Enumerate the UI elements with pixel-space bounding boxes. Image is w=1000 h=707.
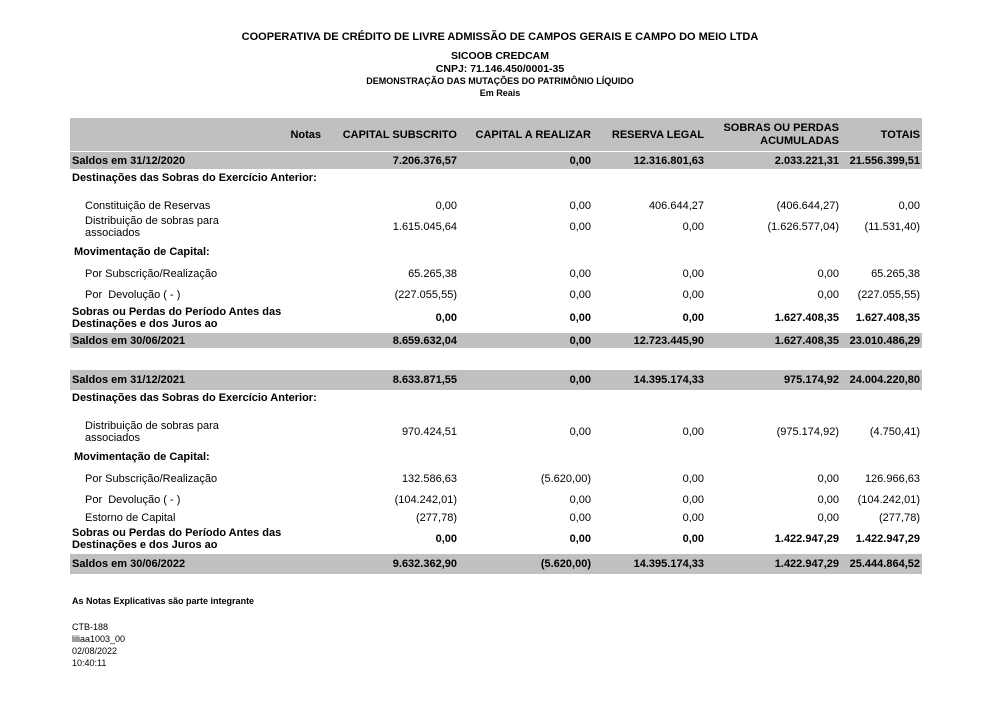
table-header (70, 118, 922, 151)
table-row (70, 333, 922, 348)
col-totais: TOTAIS (880, 128, 920, 141)
row-label: Saldos em 30/06/2021 (72, 334, 186, 347)
row-label: Estorno de Capital (85, 512, 176, 524)
cell-totais: 21.556.399,51 (849, 154, 920, 167)
cell-sobras-perdas: 975.174,92 (783, 374, 839, 386)
cell-capital-realizar: (5.620,00) (540, 558, 591, 570)
cell-capital-realizar: 0,00 (569, 267, 591, 280)
table-row (70, 370, 922, 390)
cell-totais: 1.627.408,35 (855, 312, 920, 324)
row-label: Destinações das Sobras do Exercício Anterior: (72, 392, 317, 404)
row-label: Destinações das Sobras do Exercício Anterior: (72, 172, 317, 184)
cell-capital-realizar: (5.620,00) (540, 472, 591, 485)
col-sobras-line2: ACUMULADAS (760, 134, 839, 147)
cell-reserva-legal: 0,00 (682, 493, 704, 506)
table-row (70, 554, 922, 574)
cell-sobras-perdas: 1.422.947,29 (774, 558, 839, 570)
row-label: Distribuição de sobras para associados (85, 215, 219, 239)
row-label: Movimentação de Capital: (74, 245, 210, 258)
cell-capital-subscrito: 0,00 (435, 199, 457, 212)
cell-capital-realizar: 0,00 (569, 533, 591, 545)
cell-capital-realizar: 0,00 (569, 199, 591, 212)
cell-capital-realizar: 0,00 (569, 288, 591, 301)
cell-sobras-perdas: 1.627.408,35 (774, 312, 839, 324)
row-label: Sobras ou Perdas do Período Antes das Destinações e dos Juros ao (72, 527, 282, 551)
cell-totais: 1.422.947,29 (855, 533, 920, 545)
row-label: Por Subscrição/Realização (85, 267, 218, 280)
section-heading (70, 390, 922, 418)
section-heading (70, 170, 922, 198)
cell-sobras-perdas: 1.422.947,29 (774, 533, 839, 545)
row-label: Saldos em 30/06/2022 (72, 558, 186, 570)
col-sobras-line1: SOBRAS OU PERDAS (723, 121, 839, 134)
cell-capital-realizar: 0,00 (569, 334, 591, 347)
cell-totais: (11.531,40) (864, 221, 920, 233)
col-notas: Notas (290, 128, 321, 141)
cell-totais: (104.242,01) (857, 493, 920, 506)
cell-capital-subscrito: 970.424,51 (401, 426, 457, 438)
cell-sobras-perdas: 0,00 (817, 288, 839, 301)
table-row (70, 286, 922, 303)
footer-code: CTB-188 (72, 622, 109, 632)
cell-sobras-perdas: (1.626.577,04) (767, 221, 839, 233)
row-label: Por Subscrição/Realização (85, 472, 218, 485)
section-heading (70, 448, 922, 465)
cell-sobras-perdas: 0,00 (817, 267, 839, 280)
table-row (70, 198, 922, 213)
cell-capital-realizar: 0,00 (569, 312, 591, 324)
cell-capital-subscrito: 8.633.871,55 (392, 374, 457, 386)
table-row (70, 491, 922, 508)
report-title: DEMONSTRAÇÃO DAS MUTAÇÕES DO PATRIMÔNIO LÍQUIDO (366, 76, 634, 86)
cell-reserva-legal: 0,00 (682, 533, 704, 545)
cell-capital-subscrito: 65.265,38 (408, 267, 457, 280)
cell-sobras-perdas: 1.627.408,35 (774, 334, 839, 347)
cell-capital-subscrito: (104.242,01) (394, 493, 457, 506)
section-heading (70, 243, 922, 260)
cell-capital-realizar: 0,00 (569, 426, 591, 438)
table-row (70, 470, 922, 487)
cell-capital-subscrito: 1.615.045,64 (392, 221, 457, 233)
cell-totais: 65.265,38 (871, 267, 920, 280)
table-row (70, 525, 922, 553)
table-row (70, 265, 922, 282)
cell-reserva-legal: 0,00 (682, 221, 704, 233)
cell-capital-subscrito: 0,00 (435, 533, 457, 545)
company-title: COOPERATIVA DE CRÉDITO DE LIVRE ADMISSÃO DE CAMPOS GERAIS E CAMPO DO MEIO LTDA (241, 31, 759, 43)
row-label: Distribuição de sobras para associados (85, 420, 219, 444)
cell-sobras-perdas: 0,00 (817, 493, 839, 506)
col-capital-realizar: CAPITAL A REALIZAR (475, 128, 591, 141)
footer-date: 02/08/2022 (72, 646, 118, 656)
cell-capital-subscrito: 0,00 (435, 312, 457, 324)
cell-reserva-legal: 0,00 (682, 267, 704, 280)
cell-capital-subscrito: 7.206.376,57 (392, 154, 457, 167)
cell-reserva-legal: 406.644,27 (648, 199, 704, 212)
cell-sobras-perdas: 2.033.221,31 (774, 154, 839, 167)
cell-capital-realizar: 0,00 (569, 154, 591, 167)
row-label: Saldos em 31/12/2021 (72, 374, 186, 386)
row-label: Constituição de Reservas (85, 199, 211, 212)
cell-totais: (227.055,55) (857, 288, 920, 301)
cell-reserva-legal: 12.316.801,63 (633, 154, 704, 167)
currency-unit: Em Reais (479, 88, 521, 98)
cell-capital-realizar: 0,00 (569, 493, 591, 506)
cell-reserva-legal: 14.395.174,33 (633, 558, 704, 570)
cell-totais: (277,78) (879, 512, 920, 524)
cnpj: CNPJ: 71.146.450/0001-35 (435, 63, 565, 75)
cell-totais: (4.750,41) (869, 426, 920, 438)
cell-reserva-legal: 0,00 (682, 426, 704, 438)
row-label: Movimentação de Capital: (74, 450, 210, 463)
cell-totais: 23.010.486,29 (849, 334, 920, 347)
footer-user: liliaa1003_00 (72, 634, 126, 644)
cell-capital-subscrito: 9.632.362,90 (392, 558, 457, 570)
cell-capital-realizar: 0,00 (569, 221, 591, 233)
cell-capital-subscrito: 8.659.632,04 (392, 334, 457, 347)
table-row (70, 418, 922, 446)
table-row (70, 213, 922, 241)
cell-reserva-legal: 0,00 (682, 472, 704, 485)
cell-capital-subscrito: (277,78) (416, 512, 457, 524)
cell-sobras-perdas: 0,00 (817, 512, 839, 524)
cell-reserva-legal: 12.723.445,90 (633, 334, 704, 347)
table-row (70, 152, 922, 169)
cell-reserva-legal: 0,00 (682, 288, 704, 301)
row-label: Saldos em 31/12/2020 (72, 154, 186, 167)
col-sobras-perdas (704, 118, 839, 151)
col-reserva-legal: RESERVA LEGAL (611, 128, 704, 141)
cell-reserva-legal: 14.395.174,33 (633, 374, 704, 386)
table-row (70, 510, 922, 526)
cell-capital-realizar: 0,00 (569, 374, 591, 386)
cell-sobras-perdas: 0,00 (817, 472, 839, 485)
cell-totais: 126.966,63 (864, 472, 920, 485)
cell-capital-subscrito: (227.055,55) (394, 288, 457, 301)
footer-note: As Notas Explicativas são parte integrante (72, 596, 255, 606)
cell-reserva-legal: 0,00 (682, 512, 704, 524)
cell-reserva-legal: 0,00 (682, 312, 704, 324)
cell-capital-subscrito: 132.586,63 (401, 472, 457, 485)
footer-time: 10:40:11 (72, 658, 107, 668)
cell-totais: 24.004.220,80 (849, 374, 920, 386)
table-row (70, 304, 922, 332)
row-label: Por Devolução ( - ) (85, 493, 181, 506)
cell-sobras-perdas: (975.174,92) (776, 426, 839, 438)
cell-sobras-perdas: (406.644,27) (776, 199, 839, 212)
row-label: Sobras ou Perdas do Período Antes das Destinações e dos Juros ao (72, 306, 282, 330)
col-capital-subscrito: CAPITAL SUBSCRITO (342, 128, 457, 141)
brand-name: SICOOB CREDCAM (450, 50, 549, 62)
cell-totais: 0,00 (898, 199, 920, 212)
cell-totais: 25.444.864,52 (849, 558, 920, 570)
row-label: Por Devolução ( - ) (85, 288, 181, 301)
cell-capital-realizar: 0,00 (569, 512, 591, 524)
